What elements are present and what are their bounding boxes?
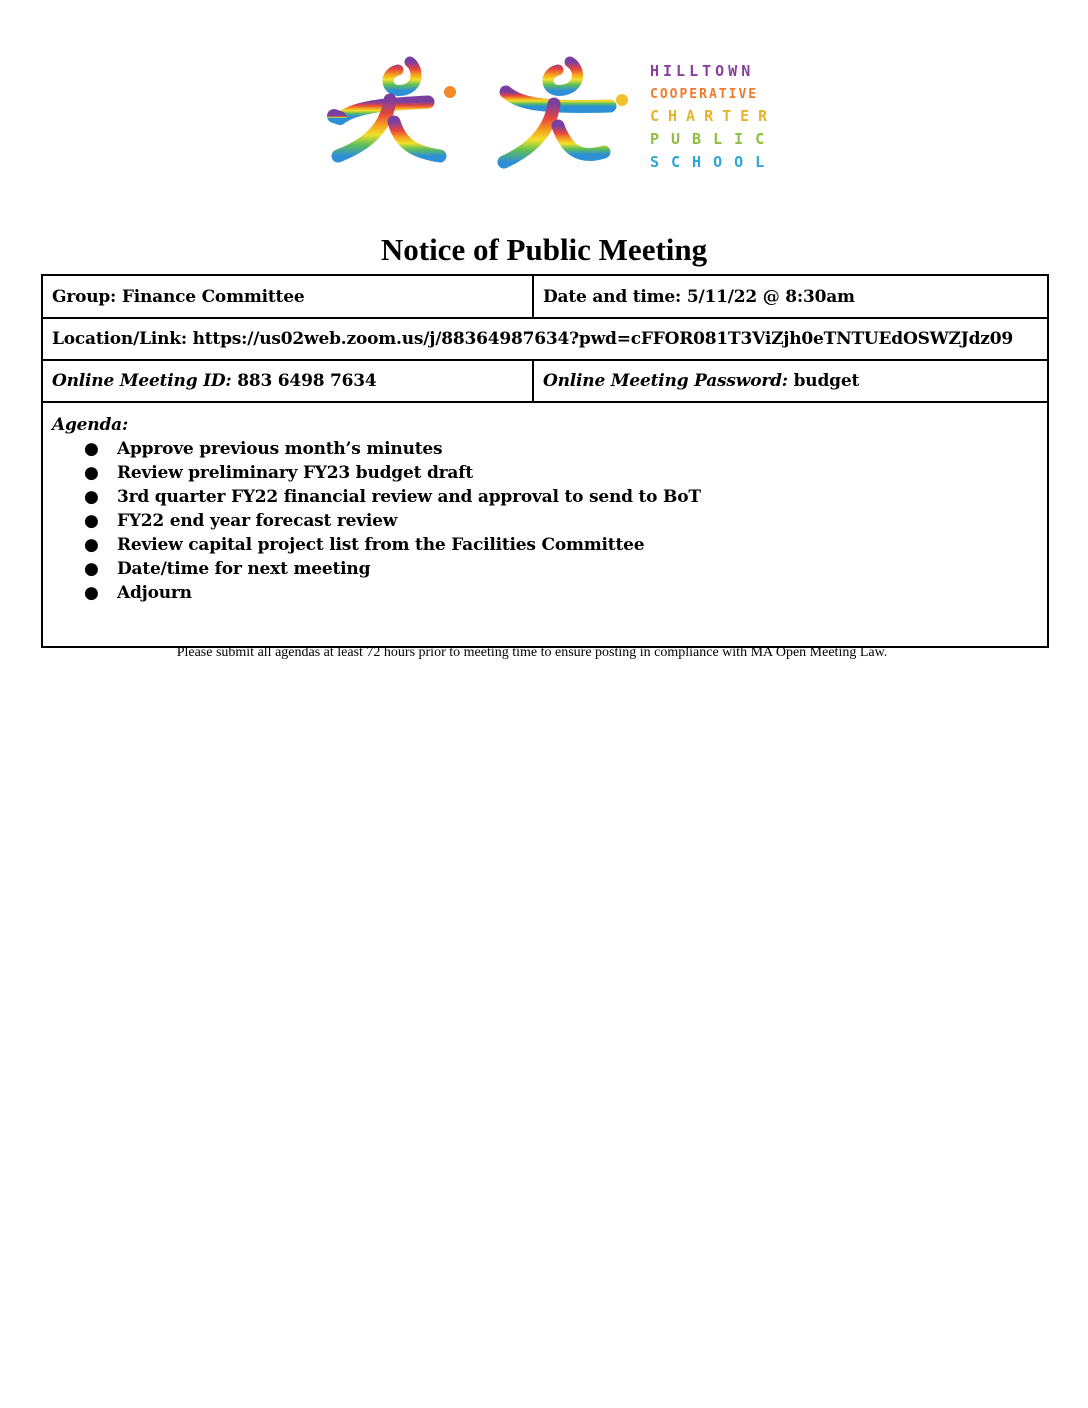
agenda-label: Agenda:: [52, 415, 129, 435]
datetime-value: 5/11/22 @ 8:30am: [686, 286, 855, 307]
bullet-icon: ●: [84, 559, 99, 579]
password-cell: [533, 360, 1048, 402]
meeting-id-label: Online Meeting ID:: [52, 371, 232, 391]
list-item: ● Adjourn: [84, 583, 192, 603]
table-row: [42, 360, 1048, 402]
bullet-icon: ●: [84, 487, 99, 507]
list-item: ● 3rd quarter FY22 financial review and approval to send to BoT: [84, 487, 701, 507]
table-row: [42, 318, 1048, 360]
password-label: Online Meeting Password:: [543, 371, 788, 391]
bullet-icon: ●: [84, 463, 99, 483]
table-row: [42, 275, 1048, 318]
bullet-icon: ●: [84, 511, 99, 531]
logo-line-charter: CHARTER: [650, 107, 777, 125]
page-title: Notice of Public Meeting: [380, 232, 708, 267]
figures-icon: [334, 62, 628, 162]
bullet-icon: ●: [84, 535, 99, 555]
list-item: ● Date/time for next meeting: [84, 559, 371, 579]
list-item: ● FY22 end year forecast review: [84, 511, 398, 531]
logo-line-school: SCHOOL: [650, 153, 777, 171]
location-cell: [42, 318, 1048, 360]
password-value: budget: [793, 371, 860, 391]
bullet-icon: ●: [84, 583, 99, 603]
table-row: [42, 402, 1048, 647]
logo-line-public: PUBLIC: [650, 130, 777, 148]
list-item: ● Review preliminary FY23 budget draft: [84, 463, 474, 483]
logo-line-cooperative: COOPERATIVE: [650, 87, 759, 102]
meeting-id-cell: [42, 360, 533, 402]
list-item: ● Review capital project list from the Facilities Committee: [84, 535, 645, 555]
datetime-cell: [533, 275, 1048, 318]
location-link[interactable]: https://us02web.zoom.us/j/88364987634?pwd=cFFOR081T3ViZjh0eTNTUEdOSWZJdz09: [192, 329, 1013, 349]
meeting-id-value: 883 6498 7634: [237, 371, 377, 391]
datetime-label: Date and time:: [543, 286, 682, 307]
logo-line-hilltown: HILLTOWN: [650, 62, 755, 80]
group-label: Group:: [52, 286, 117, 307]
agenda-list: [52, 437, 1038, 605]
list-item: ● Approve previous month’s minutes: [84, 439, 443, 459]
location-label: Location/Link:: [52, 329, 187, 349]
meeting-details-table: [41, 274, 1049, 648]
agenda-cell: [42, 402, 1048, 647]
group-value: Finance Committee: [121, 286, 305, 307]
school-logo: [320, 52, 790, 180]
bullet-icon: ●: [84, 439, 99, 459]
group-cell: [42, 275, 533, 318]
footnote: Please submit all agendas at least 72 hours prior to meeting time to ensure posting in compliance with MA Open Meeting Law.: [176, 645, 888, 660]
